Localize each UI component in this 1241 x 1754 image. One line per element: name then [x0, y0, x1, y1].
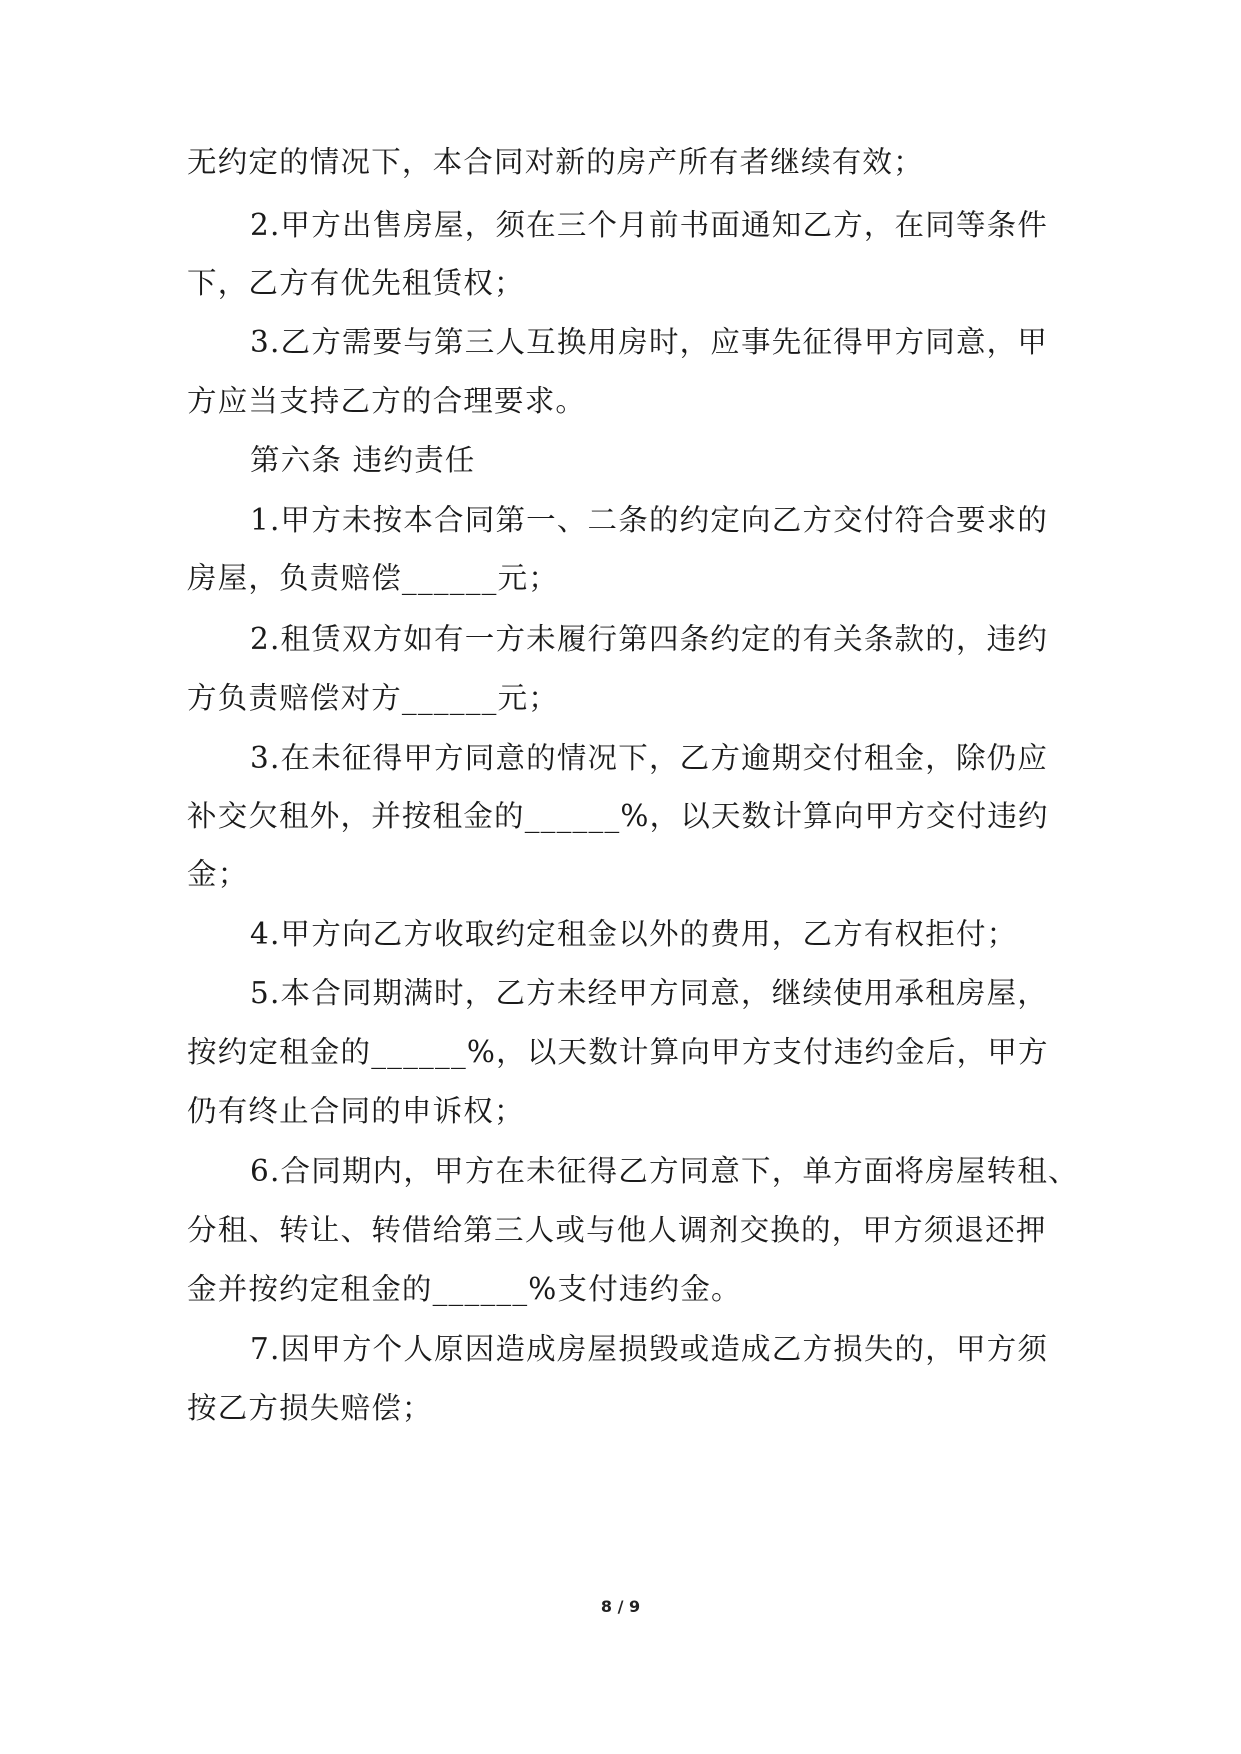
paragraph-line: 2.甲方出售房屋，须在三个月前书面通知乙方，在同等条件 [250, 208, 1049, 242]
paragraph-line: 3.在未征得甲方同意的情况下，乙方逾期交付租金，除仍应 [250, 741, 1049, 775]
page-number: 8 / 9 [600, 1597, 641, 1616]
paragraph-line: 金； [187, 857, 249, 891]
section-heading: 第六条 违约责任 [250, 443, 476, 477]
paragraph-line: 仍有终止合同的申诉权； [187, 1094, 525, 1128]
paragraph-line: 分租、转让、转借给第三人或与他人调剂交换的，甲方须退还押 [187, 1213, 1047, 1247]
paragraph-line: 补交欠租外，并按租金的______%，以天数计算向甲方交付违约 [187, 799, 1049, 833]
paragraph-line: 按乙方损失赔偿； [187, 1391, 433, 1425]
paragraph-line: 下，乙方有优先租赁权； [187, 266, 525, 300]
paragraph-line: 无约定的情况下，本合同对新的房产所有者继续有效； [187, 145, 924, 179]
paragraph-line: 2.租赁双方如有一方未履行第四条约定的有关条款的，违约 [250, 622, 1049, 656]
paragraph-line: 3.乙方需要与第三人互换用房时，应事先征得甲方同意，甲 [250, 325, 1049, 359]
paragraph-line: 金并按约定租金的______%支付违约金。 [187, 1272, 742, 1306]
paragraph-line: 1.甲方未按本合同第一、二条的约定向乙方交付符合要求的 [250, 503, 1049, 537]
paragraph-line: 方负责赔偿对方______元； [187, 681, 560, 715]
paragraph-line: 7.因甲方个人原因造成房屋损毁或造成乙方损失的，甲方须 [250, 1332, 1049, 1366]
paragraph-line: 方应当支持乙方的合理要求。 [187, 384, 587, 418]
paragraph-line: 房屋，负责赔偿______元； [187, 561, 560, 595]
paragraph-line: 按约定租金的______%，以天数计算向甲方支付违约金后，甲方 [187, 1035, 1049, 1069]
paragraph-line: 4.甲方向乙方收取约定租金以外的费用，乙方有权拒付； [250, 917, 1018, 951]
paragraph-line: 6.合同期内，甲方在未征得乙方同意下，单方面将房屋转租、 [250, 1154, 1079, 1188]
paragraph-line: 5.本合同期满时，乙方未经甲方同意，继续使用承租房屋， [250, 976, 1049, 1010]
